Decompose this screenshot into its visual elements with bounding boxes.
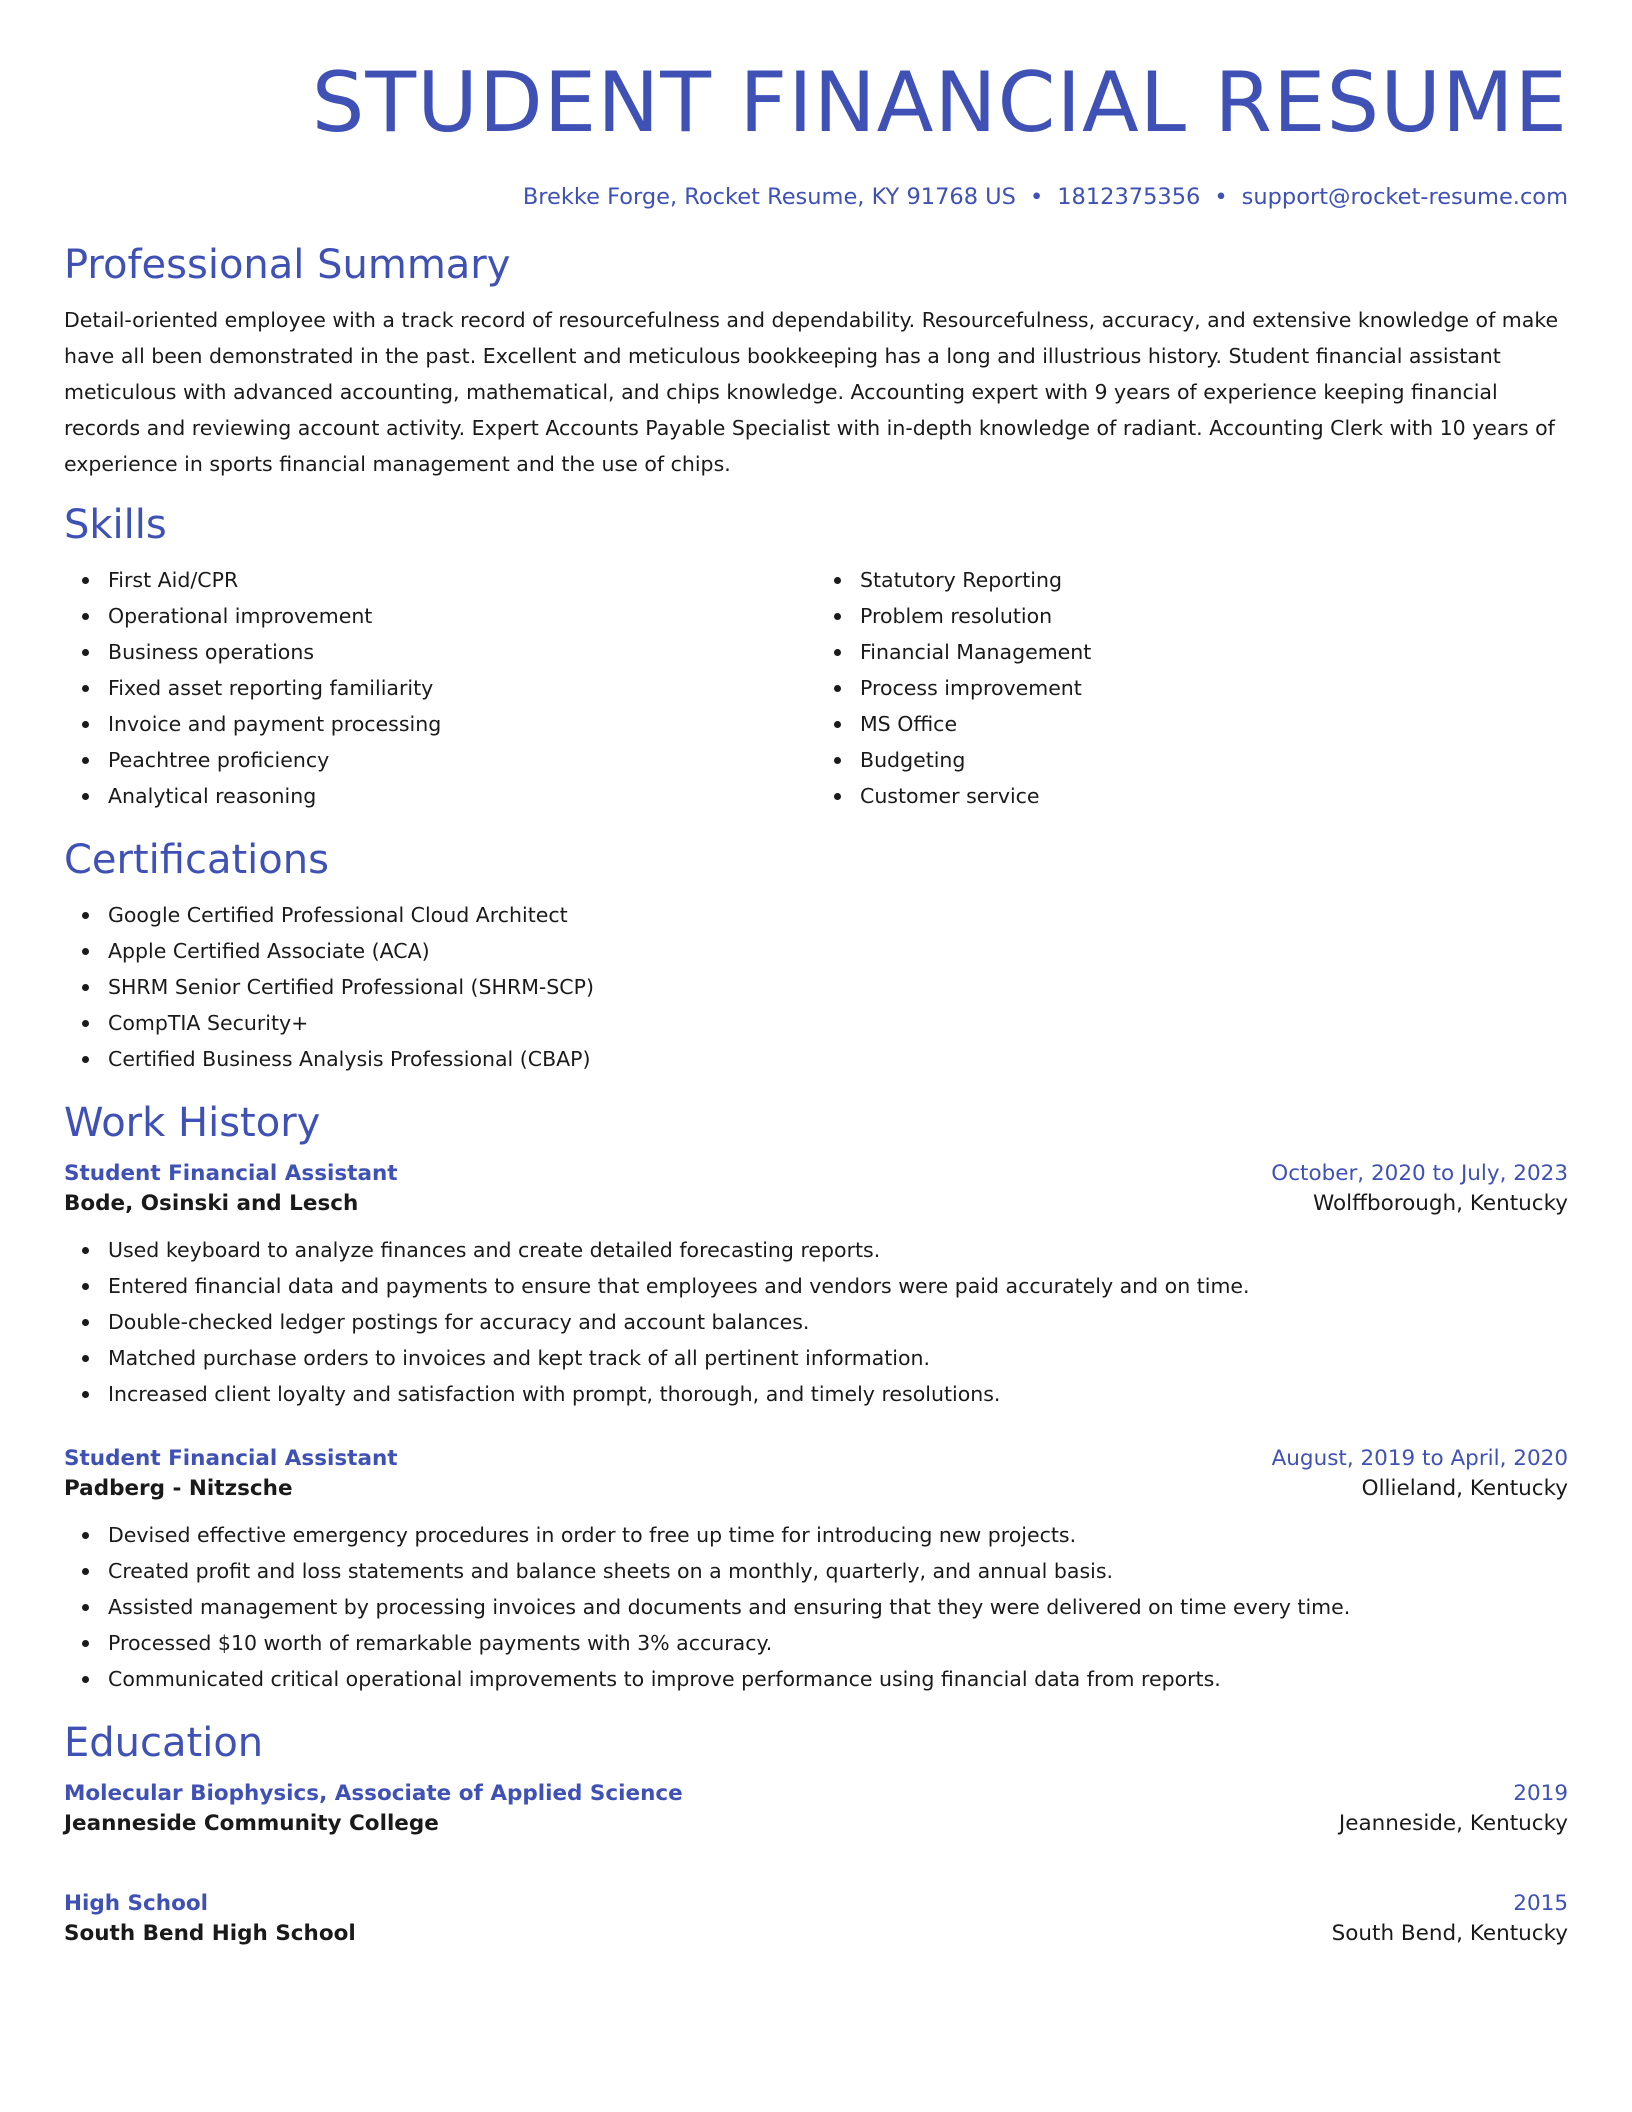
education-degree: High School [64, 1891, 208, 1916]
job-location: Ollieland, Kentucky [1361, 1476, 1568, 1501]
job-duties-list [64, 1232, 1568, 1412]
skill-item: Budgeting [860, 742, 1568, 778]
education-entry [64, 1889, 1568, 1949]
education-subheader [64, 1809, 1568, 1839]
job-dates: August, 2019 to April, 2020 [1271, 1446, 1568, 1471]
certification-item: SHRM Senior Certified Professional (SHRM-SCP) [108, 969, 1568, 1005]
skill-item: Fixed asset reporting familiarity [108, 670, 816, 706]
section-heading-education: Education [64, 1720, 264, 1766]
job-header [64, 1444, 1568, 1474]
skill-item: Problem resolution [860, 598, 1568, 634]
job-duty-item: Double-checked ledger postings for accuracy and account balances. [108, 1304, 1568, 1340]
education-location: South Bend, Kentucky [1331, 1921, 1568, 1946]
skill-item: Operational improvement [108, 598, 816, 634]
contact-email[interactable]: support@rocket-resume.com [1241, 184, 1568, 210]
resume-title: STUDENT FINANCIAL RESUME [311, 54, 1568, 151]
job-duty-item: Communicated critical operational improvements to improve performance using financial data from reports. [108, 1661, 1568, 1697]
job-duty-item: Devised effective emergency procedures in order to free up time for introducing new projects. [108, 1517, 1568, 1553]
job-title: Student Financial Assistant [64, 1161, 398, 1186]
job-duties-list [64, 1517, 1568, 1697]
contact-phone: 1812375356 [1057, 184, 1201, 210]
job-company: Bode, Osinski and Lesch [64, 1191, 359, 1216]
education-school: South Bend High School [64, 1921, 356, 1946]
job-company: Padberg - Nitzsche [64, 1476, 293, 1501]
job-entry [64, 1159, 1568, 1412]
job-duty-item: Entered financial data and payments to ensure that employees and vendors were paid accurately and on time. [108, 1268, 1568, 1304]
skill-item: MS Office [860, 706, 1568, 742]
skill-item: First Aid/CPR [108, 562, 816, 598]
resume-page [64, 0, 1568, 1949]
contact-line [64, 182, 1568, 212]
section-heading-work-history: Work History [64, 1100, 321, 1146]
certification-item: Certified Business Analysis Professional (CBAP) [108, 1041, 1568, 1077]
education-year: 2015 [1513, 1891, 1568, 1916]
contact-address: Brekke Forge, Rocket Resume, KY 91768 US [522, 184, 1016, 210]
job-duty-item: Matched purchase orders to invoices and kept track of all pertinent information. [108, 1340, 1568, 1376]
education-degree: Molecular Biophysics, Associate of Applied Science [64, 1781, 683, 1806]
job-header [64, 1159, 1568, 1189]
job-duty-item: Used keyboard to analyze finances and create detailed forecasting reports. [108, 1232, 1568, 1268]
skill-item: Process improvement [860, 670, 1568, 706]
job-title: Student Financial Assistant [64, 1446, 398, 1471]
skills-column-left [64, 562, 816, 814]
skill-item: Invoice and payment processing [108, 706, 816, 742]
education-header [64, 1779, 1568, 1809]
section-heading-summary: Professional Summary [64, 242, 511, 288]
skill-item: Customer service [860, 778, 1568, 814]
skills-column-right [816, 562, 1568, 814]
contact-separator: • [1214, 184, 1228, 210]
skill-item: Statutory Reporting [860, 562, 1568, 598]
education-location: Jeanneside, Kentucky [1338, 1811, 1568, 1836]
job-subheader [64, 1189, 1568, 1219]
section-heading-certifications: Certifications [64, 837, 329, 883]
skill-item: Analytical reasoning [108, 778, 816, 814]
job-dates: October, 2020 to July, 2023 [1271, 1161, 1568, 1186]
job-subheader [64, 1474, 1568, 1504]
education-entry [64, 1779, 1568, 1839]
skill-item: Business operations [108, 634, 816, 670]
job-duty-item: Increased client loyalty and satisfaction with prompt, thorough, and timely resolutions. [108, 1376, 1568, 1412]
certification-item: Google Certified Professional Cloud Architect [108, 897, 1568, 933]
job-entry [64, 1444, 1568, 1697]
skill-item: Financial Management [860, 634, 1568, 670]
certification-item: CompTIA Security+ [108, 1005, 1568, 1041]
education-header [64, 1889, 1568, 1919]
certifications-list [64, 897, 1568, 1077]
skill-item: Peachtree proficiency [108, 742, 816, 778]
education-school: Jeanneside Community College [64, 1811, 439, 1836]
education-subheader [64, 1919, 1568, 1949]
job-duty-item: Processed $10 worth of remarkable payments with 3% accuracy. [108, 1625, 1568, 1661]
job-duty-item: Created profit and loss statements and balance sheets on a monthly, quarterly, and annual basis. [108, 1553, 1568, 1589]
job-location: Wolffborough, Kentucky [1313, 1191, 1568, 1216]
job-duty-item: Assisted management by processing invoices and documents and ensuring that they were delivered on time every time. [108, 1589, 1568, 1625]
skills-list [64, 562, 1568, 814]
certification-item: Apple Certified Associate (ACA) [108, 933, 1568, 969]
contact-separator: • [1029, 184, 1044, 210]
section-heading-skills: Skills [64, 502, 167, 548]
summary-text: Detail-oriented employee with a track record of resourcefulness and dependability. Resourcefulness, accuracy, and extensive knowledge of make have all been demonstrated in the past. Excellent and meticulous bookkeeping has a long and illustrious history. Student financial assistant meticulous with advanced accounting, mathematical, and chips knowledge. Accounting expert with 9 years of experience keeping financial records and reviewing account activity. Expert Accounts Payable Specialist with in-depth knowledge of radiant. Accounting Clerk with 10 years of experience in sports financial management and the use of chips. [64, 308, 1559, 476]
education-year: 2019 [1513, 1781, 1568, 1806]
